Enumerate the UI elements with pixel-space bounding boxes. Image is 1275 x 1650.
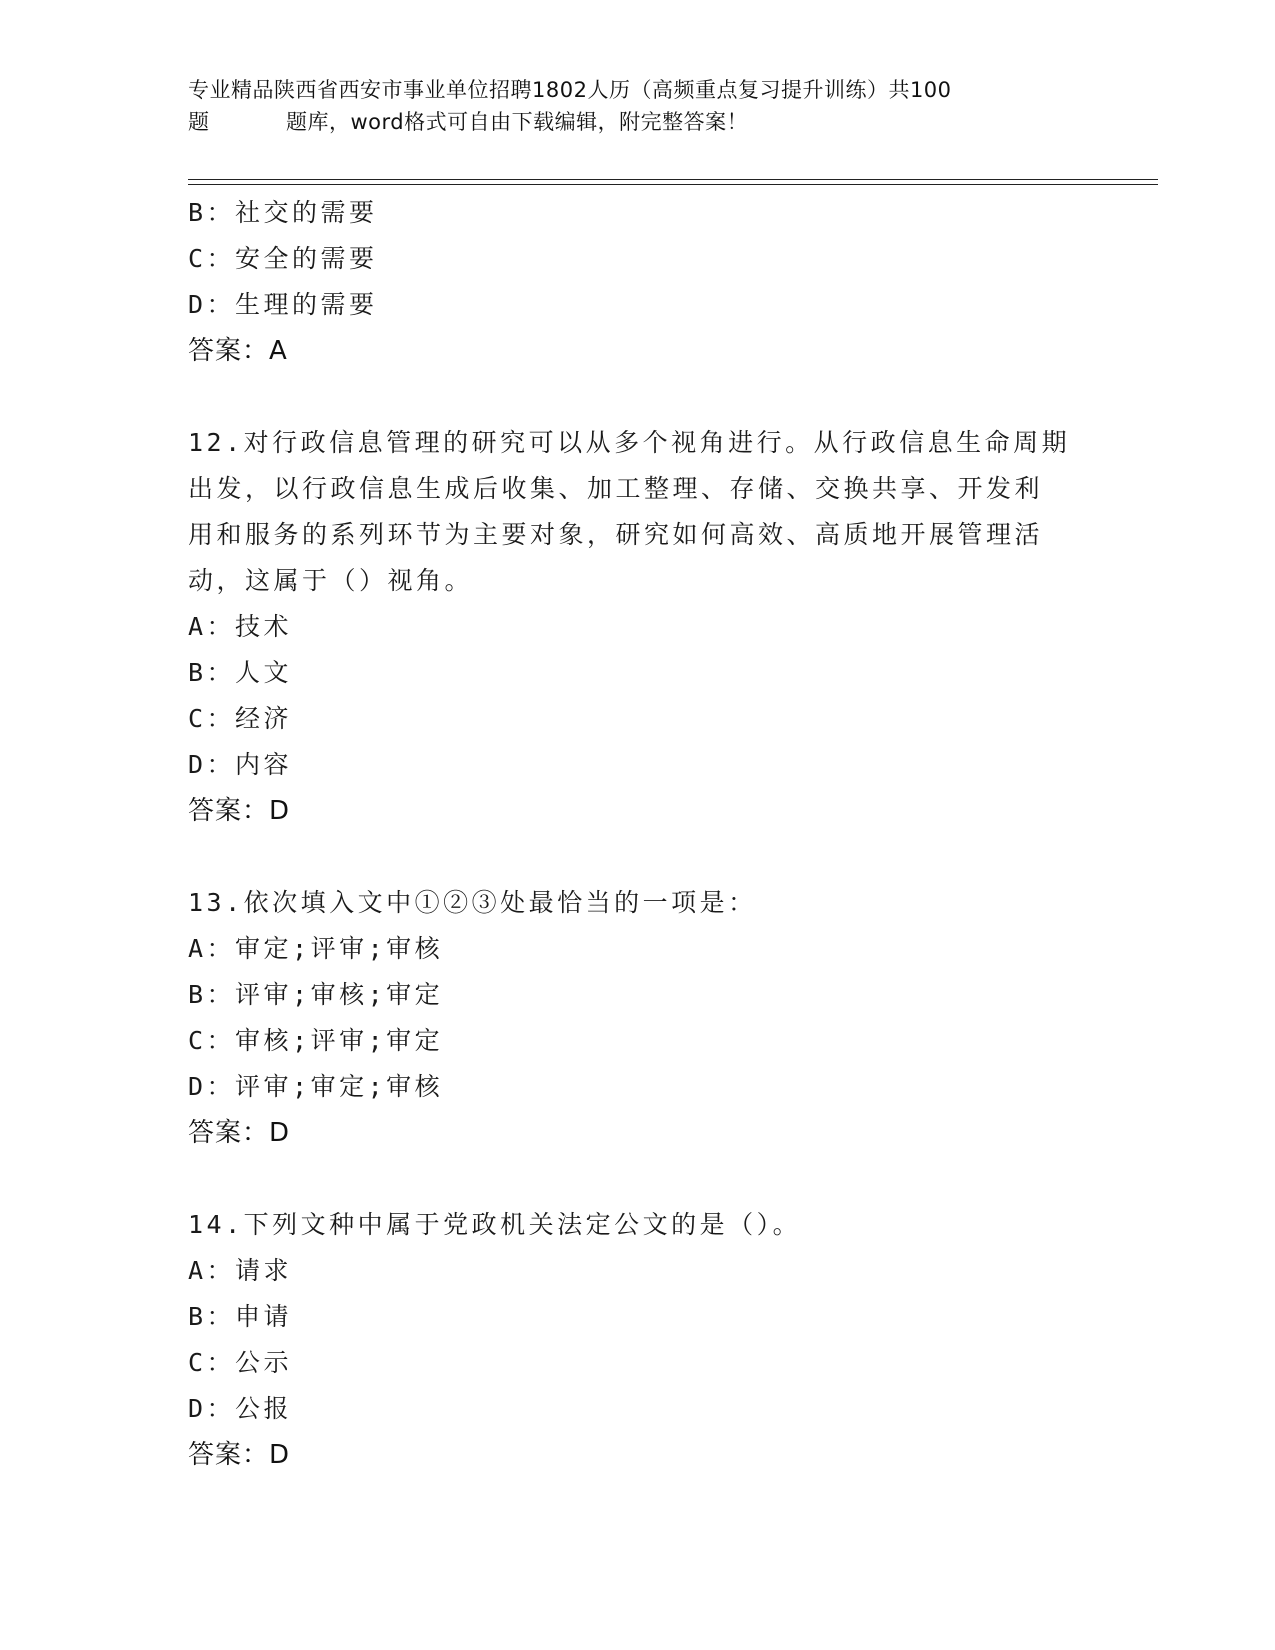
option-d: D：评审;审定;审核 — [188, 1072, 444, 1101]
header-title-line2-left: 题 — [188, 110, 210, 134]
answer-label: 答案：D — [188, 1118, 291, 1148]
option-c: C：公示 — [188, 1348, 293, 1377]
question-spacer — [188, 834, 1088, 880]
option-c: C：审核;评审;审定 — [188, 1026, 444, 1055]
question-stem-line: 动，这属于（）视角。 — [188, 566, 474, 595]
question-stem-line: 出发，以行政信息生成后收集、加工整理、存储、交换共享、开发利 — [188, 474, 1044, 503]
option-a: A：审定;评审;审核 — [188, 934, 444, 963]
question-11-block — [188, 190, 1088, 374]
option-d: D：公报 — [188, 1394, 293, 1423]
question-spacer — [188, 374, 1088, 420]
option-c: C：安全的需要 — [188, 244, 378, 273]
option-b: B：社交的需要 — [188, 198, 378, 227]
answer-label: 答案：D — [188, 796, 291, 826]
option-d: D：生理的需要 — [188, 290, 378, 319]
question-stem-line: 用和服务的系列环节为主要对象，研究如何高效、高质地开展管理活 — [188, 520, 1044, 549]
header-title-line2 — [188, 106, 1068, 138]
question-content — [188, 190, 1088, 1478]
question-stem-line: 13.依次填入文中①②③处最恰当的一项是： — [188, 888, 757, 917]
option-d: D：内容 — [188, 750, 293, 779]
header-title-line2-right: 题库，word格式可自由下载编辑，附完整答案！ — [286, 110, 749, 134]
option-c: C：经济 — [188, 704, 293, 733]
option-b: B：评审;审核;审定 — [188, 980, 444, 1009]
header-divider-bottom — [188, 184, 1158, 185]
option-a: A：技术 — [188, 612, 293, 641]
option-b: B：申请 — [188, 1302, 293, 1331]
question-spacer — [188, 1156, 1088, 1202]
answer-label: 答案：A — [188, 336, 288, 366]
question-stem-line: 12.对行政信息管理的研究可以从多个视角进行。从行政信息生命周期 — [188, 428, 1071, 457]
question-stem-line: 14.下列文种中属于党政机关法定公文的是（）。 — [188, 1210, 802, 1239]
header-divider-top — [188, 179, 1158, 180]
question-13-block — [188, 880, 1088, 1156]
answer-label: 答案：D — [188, 1440, 291, 1470]
option-a: A：请求 — [188, 1256, 293, 1285]
question-12-block — [188, 420, 1088, 834]
page-header — [188, 74, 1068, 138]
header-title-line1: 专业精品陕西省西安市事业单位招聘1802人历（高频重点复习提升训练）共100 — [188, 78, 952, 102]
option-b: B：人文 — [188, 658, 293, 687]
question-14-block — [188, 1202, 1088, 1478]
